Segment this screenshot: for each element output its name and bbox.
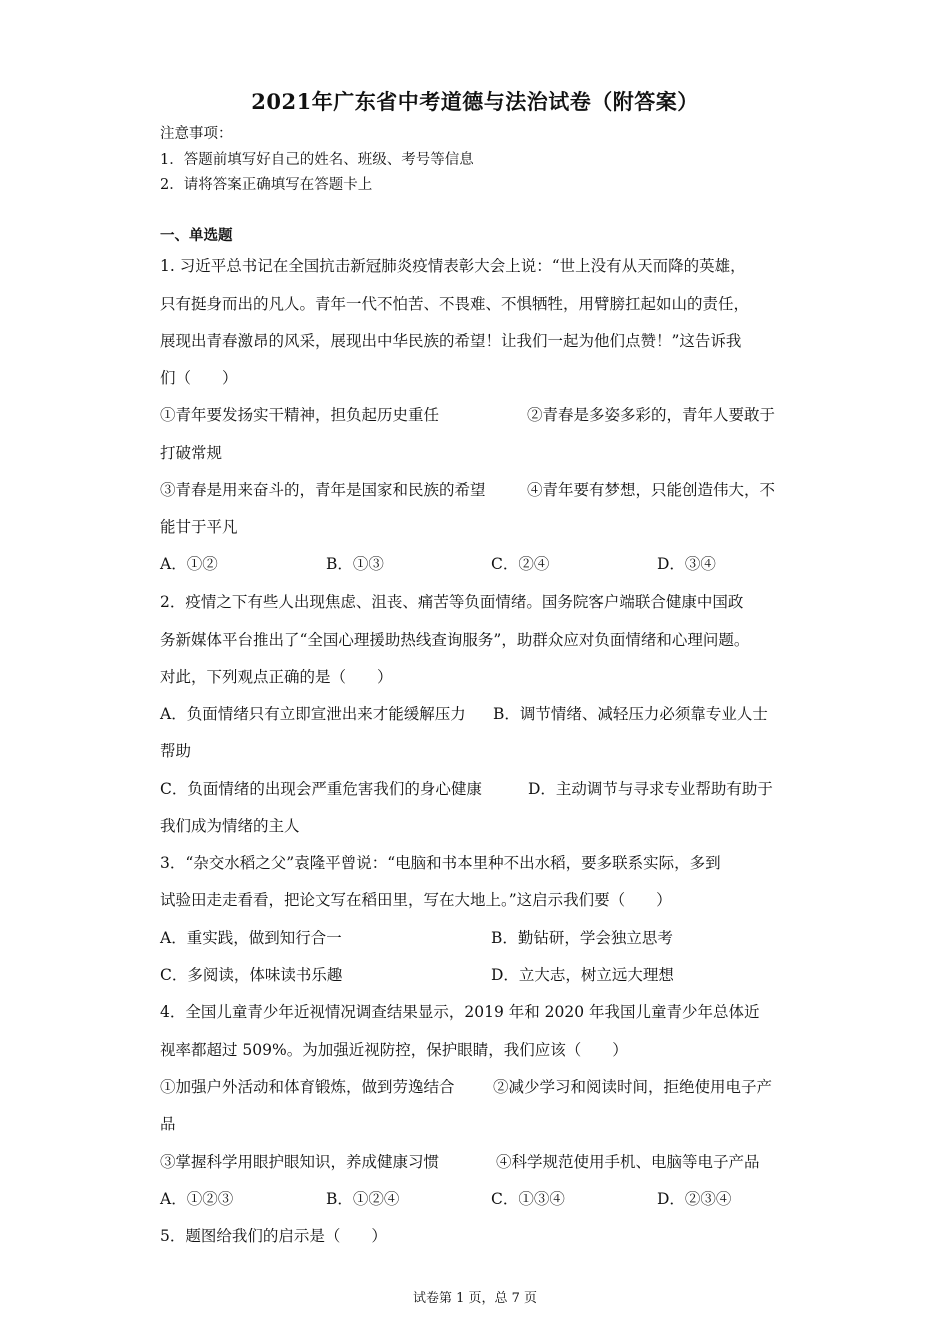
q3-option-b: B．勤钻研，学会独立思考: [491, 929, 673, 947]
q4-statement-4: ④科学规范使用手机、电脑等电子产品: [496, 1153, 760, 1171]
q1-statement-4: ④青年要有梦想，只能创造伟大，不: [527, 481, 776, 499]
q2-option-b: B．调节情绪、减轻压力必须靠专业人士: [493, 705, 768, 723]
q4-option-a: A．①②③: [160, 1190, 234, 1208]
q4-statement-3: ③掌握科学用眼护眼知识，养成健康习惯: [160, 1153, 440, 1171]
q1-option-d: D．③④: [657, 555, 716, 573]
q3-option-a: A．重实践，做到知行合一: [160, 929, 342, 947]
q1-stem-line: 只有挺身而出的凡人。青年一代不怕苦、不畏难、不惧牺牲，用臂膀扛起如山的责任，: [160, 295, 750, 313]
q5-stem: 5．题图给我们的启示是（ ）: [160, 1227, 387, 1245]
q1-stem-line: 1. 习近平总书记在全国抗击新冠肺炎疫情表彰大会上说：“世上没有从天而降的英雄，: [160, 257, 746, 275]
q1-option-c: C．②④: [491, 555, 550, 573]
q4-statement-2-cont: 品: [160, 1115, 176, 1133]
q2-option-d: D．主动调节与寻求专业帮助有助于: [528, 780, 773, 798]
q3-stem-line: 3．“杂交水稻之父”袁隆平曾说：“电脑和书本里种不出水稻，要多联系实际，多到: [160, 854, 721, 872]
q2-option-b-cont: 帮助: [160, 742, 192, 760]
q1-stem-line: 展现出青春激昂的风采，展现出中华民族的希望！让我们一起为他们点赞！”这告诉我: [160, 332, 742, 350]
q3-option-d: D．立大志，树立远大理想: [491, 966, 674, 984]
q1-statement-1: ①青年要发扬实干精神，担负起历史重任: [160, 406, 440, 424]
q2-stem-line: 务新媒体平台推出了“全国心理援助热线查询服务”，助群众应对负面情绪和心理问题。: [160, 631, 750, 649]
q1-statement-4-cont: 能甘于平凡: [160, 518, 238, 536]
q2-option-c: C．负面情绪的出现会严重危害我们的身心健康: [160, 780, 482, 798]
q4-option-d: D．②③④: [657, 1190, 732, 1208]
q2-option-a: A．负面情绪只有立即宣泄出来才能缓解压力: [160, 705, 466, 723]
q3-option-c: C．多阅读，体味读书乐趣: [160, 966, 343, 984]
q4-statement-2: ②减少学习和阅读时间，拒绝使用电子产: [493, 1078, 773, 1096]
q3-stem-line: 试验田走走看看，把论文写在稻田里，写在大地上。”这启示我们要（ ）: [160, 891, 672, 909]
q1-statement-3: ③青春是用来奋斗的，青年是国家和民族的希望: [160, 481, 486, 499]
q2-option-d-cont: 我们成为情绪的主人: [160, 817, 300, 835]
q2-stem-line: 对此，下列观点正确的是（ ）: [160, 668, 393, 686]
notice-item: 1．答题前填写好自己的姓名、班级、考号等信息: [160, 152, 474, 168]
q1-option-b: B．①③: [326, 555, 384, 573]
q2-stem-line: 2．疫情之下有些人出现焦虑、沮丧、痛苦等负面情绪。国务院客户端联合健康中国政: [160, 593, 744, 611]
page-title: 2021年广东省中考道德与法治试卷（附答案）: [251, 89, 699, 114]
notice-item: 2．请将答案正确填写在答题卡上: [160, 177, 373, 193]
q1-option-a: A．①②: [160, 555, 218, 573]
notice-heading: 注意事项：: [160, 126, 233, 142]
q4-stem-line: 视率都超过 509%。为加强近视防控，保护眼睛，我们应该（ ）: [160, 1041, 628, 1059]
section-heading: 一、单选题: [160, 227, 233, 244]
q4-option-b: B．①②④: [326, 1190, 400, 1208]
q1-statement-2-cont: 打破常规: [160, 444, 223, 462]
q4-statement-1: ①加强户外活动和体育锻炼，做到劳逸结合: [160, 1078, 455, 1096]
q4-stem-line: 4．全国儿童青少年近视情况调查结果显示，2019 年和 2020 年我国儿童青少年总体近: [160, 1003, 760, 1021]
q1-stem-line: 们（ ）: [160, 369, 238, 387]
page-footer: 试卷第 1 页，总 7 页: [412, 1291, 538, 1306]
q1-statement-2: ②青春是多姿多彩的，青年人要敢于: [527, 406, 776, 424]
q4-option-c: C．①③④: [491, 1190, 565, 1208]
